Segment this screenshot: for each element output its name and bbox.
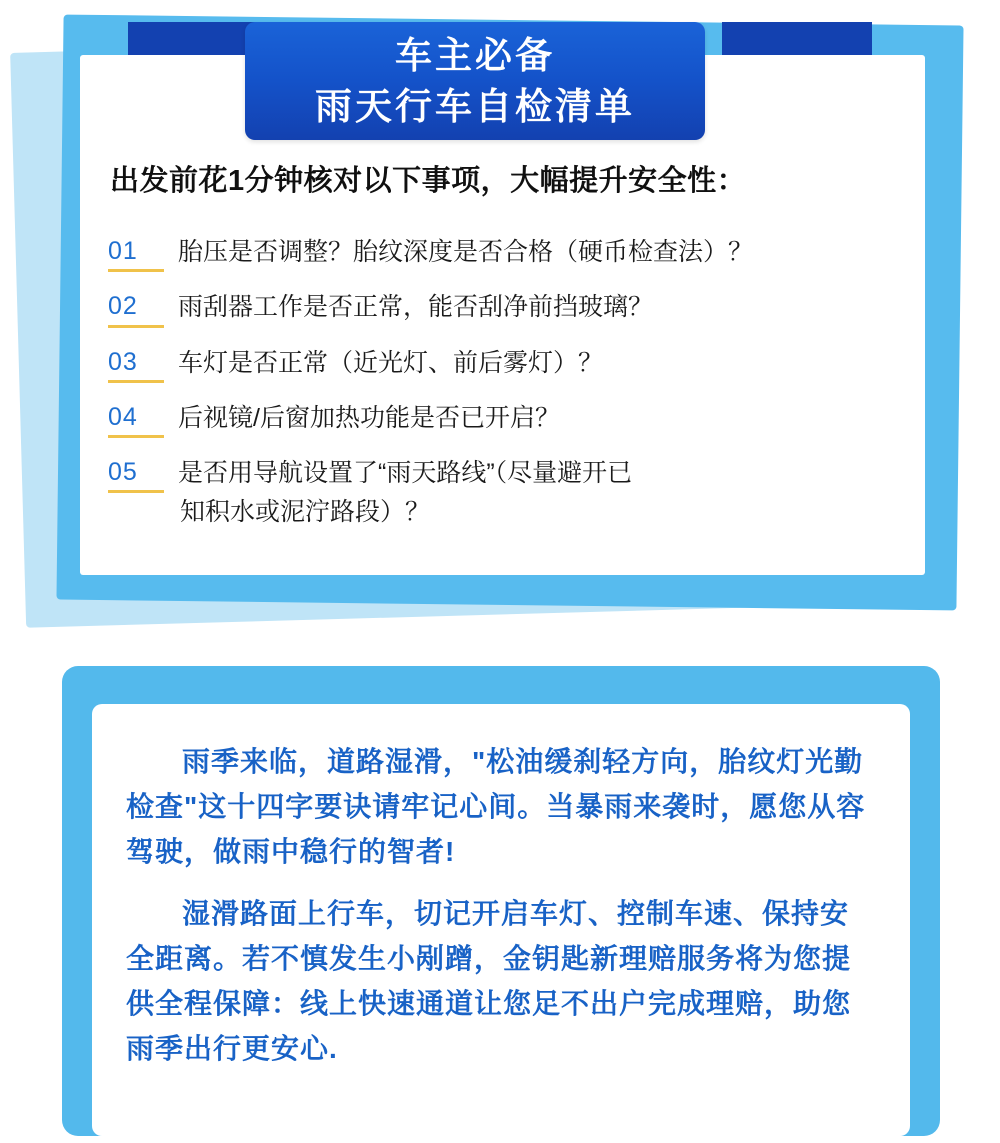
checklist-subtitle: 出发前花1分钟核对以下事项，大幅提升安全性： [110,165,747,197]
checklist-items [108,236,908,548]
list-item-text-main: 车灯是否正常（近光灯、前后雾灯）？ [178,348,604,377]
list-item-text-main: 胎压是否调整？胎纹深度是否合格（硬币检查法）？ [178,238,754,266]
list-item-text [178,347,603,380]
note-card-inner [92,704,910,1136]
list-item-text-continued: 知积水或泥泞路段）？ [180,498,431,526]
list-item [108,347,908,383]
list-item-text [178,402,560,435]
list-item-number: 02 [108,291,164,327]
list-item-number: 01 [108,236,164,272]
note-paragraph-1: 雨季来临，道路湿滑，"松油缓刹轻方向，胎纹灯光勤检查"这十四字要诀请牢记心间。当暴雨来袭时，愿您从容驾驶，做雨中稳行的智者! [126,746,866,867]
list-item-text-main: 后视镜/后窗加热功能是否已开启？ [178,403,560,432]
title-banner [245,22,705,140]
title-line-1: 车主必备 [395,34,555,76]
list-item [108,291,908,327]
note-section [0,648,1000,1143]
list-item [108,457,908,529]
list-item-text [178,236,753,269]
list-item-text-main: 雨刮器工作是否正常，能否刮净前挡玻璃？ [178,293,654,322]
list-item-number: 05 [108,457,164,493]
list-item-text [178,291,653,324]
list-item [108,236,908,272]
list-item-text-main: 是否用导航设置了“雨天路线”（尽量避开已 [178,459,633,487]
list-item-text [178,457,632,529]
title-line-2: 雨天行车自检清单 [315,86,635,127]
list-item-number: 04 [108,402,164,438]
list-item [108,402,908,438]
list-item-number: 03 [108,347,164,383]
note-paragraph-2: 湿滑路面上行车，切记开启车灯、控制车速、保持安全距离。若不慎发生小剐蹭，金钥匙新理赔服务将为您提供全程保障：线上快速通道让您足不出户完成理赔，助您雨季出行更安心. [126,898,852,1064]
